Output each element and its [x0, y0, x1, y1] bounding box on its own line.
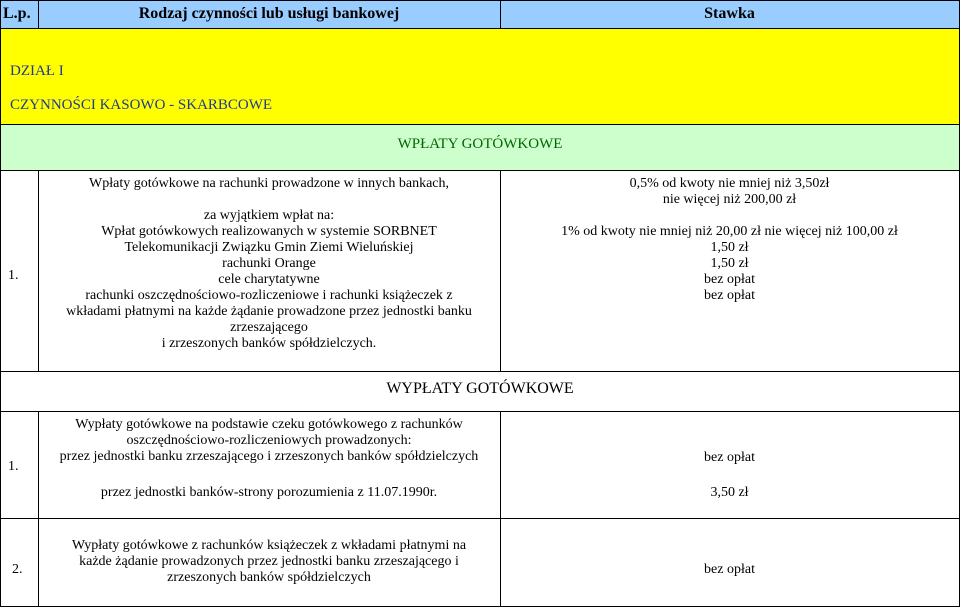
rate-line: 1% od kwoty nie mniej niż 20,00 zł nie więcej niż 100,00 zł	[561, 224, 898, 239]
description-line: przez jednostki banku zrzeszającego i zrzeszonych banków spółdzielczych	[59, 449, 479, 464]
section-title: DZIAŁ I	[10, 63, 64, 79]
withdrawals-row1-description-extra: przez jednostki banków-strony porozumienia z 11.07.1990r.	[100, 485, 438, 500]
description-line: rachunki Orange	[222, 256, 316, 271]
description-line: Wpłat gotówkowych realizowanych w systemie SORBNET	[101, 224, 437, 239]
description-line: każde żądanie prowadzonych przez jednostki banku zrzeszającego i	[79, 554, 459, 569]
withdrawals-row1-number: 1.	[8, 459, 19, 474]
description-line: oszczędnościowo-rozliczeniowych prowadzonych:	[126, 433, 412, 448]
description-line: wkładami płatnymi na każde żądanie prowadzone przez jednostki banku	[66, 304, 472, 319]
rate-line	[500, 208, 959, 224]
description-line: za wyjątkiem wpłat na:	[203, 208, 335, 223]
description-line: Wpłaty gotówkowe na rachunki prowadzone w innych bankach,	[89, 176, 449, 191]
deposits-row-number: 1.	[8, 268, 19, 283]
deposits-rates	[500, 176, 959, 304]
header-rate: Stawka	[704, 5, 755, 22]
deposits-heading: WPŁATY GOTÓWKOWE	[397, 136, 563, 152]
description-line: Wypłaty gotówkowe na podstawie czeku gotówkowego z rachunków	[75, 417, 463, 432]
header-lp: L.p.	[3, 5, 31, 22]
description-line: Wypłaty gotówkowe z rachunków książeczek z wkładami płatnymi na	[71, 538, 467, 553]
withdrawals-row1-rate1: bez opłat	[704, 450, 755, 465]
withdrawals-row1-rate2: 3,50 zł	[710, 485, 749, 500]
rate-line: bez opłat	[704, 288, 755, 303]
withdrawals-row2-number: 2.	[12, 562, 23, 577]
description-line: i zrzeszonych banków spółdzielczych.	[161, 336, 377, 351]
section-subtitle: CZYNNOŚCI KASOWO - SKARBCOWE	[10, 97, 273, 113]
withdrawals-heading: WYPŁATY GOTÓWKOWE	[386, 380, 574, 397]
rate-line: 1,50 zł	[710, 256, 749, 271]
rate-line: 1,50 zł	[710, 240, 749, 255]
header-activity: Rodzaj czynności lub usługi bankowej	[138, 5, 400, 22]
deposits-description	[38, 176, 500, 352]
description-line: zrzeszonych banków spółdzielczych	[167, 570, 371, 585]
description-line: cele charytatywne	[218, 272, 320, 287]
rate-line: 0,5% od kwoty nie mniej niż 3,50zł	[629, 176, 830, 191]
description-line: rachunki oszczędnościowo-rozliczeniowe i rachunki książeczek z	[85, 288, 453, 303]
description-line	[38, 192, 500, 208]
withdrawals-row2-description	[38, 538, 500, 586]
description-line: zrzeszającego	[230, 320, 308, 335]
withdrawals-row2-rate: bez opłat	[704, 562, 755, 577]
rate-line: nie więcej niż 200,00 zł	[662, 192, 797, 207]
withdrawals-row1-description	[38, 417, 500, 465]
description-line: Telekomunikacji Związku Gmin Ziemi Wieluńskiej	[124, 240, 414, 255]
rate-line: bez opłat	[704, 272, 755, 287]
